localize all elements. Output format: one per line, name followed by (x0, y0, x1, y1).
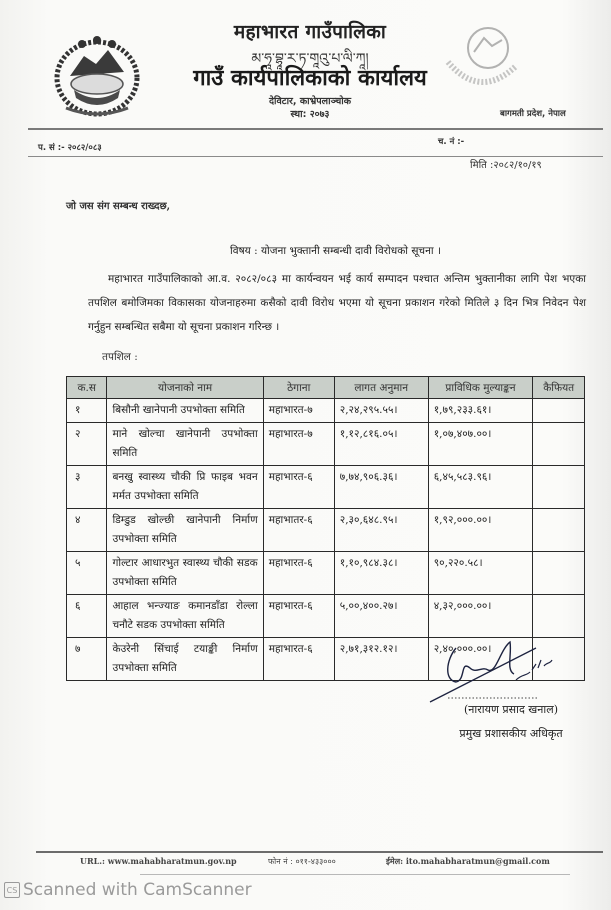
technical-valuation-cell: १,७९,२३३.६१। (428, 399, 533, 423)
footer-divider (36, 851, 603, 853)
table-row (67, 423, 585, 466)
address-cell: महाभारत-६ (263, 552, 334, 595)
technical-valuation-cell: ४,३२,०००.००। (428, 595, 533, 638)
header-remarks: कैफियत (533, 377, 585, 399)
salutation: जो जस संग सम्बन्ध राख्दछ, (66, 201, 171, 212)
footer-email: ईमेल: ito.mahabharatmun@gmail.com (386, 856, 550, 866)
municipality-name: महाभारत गाउँपालिका (233, 21, 387, 43)
project-name-cell: माने खोल्चा खानेपानी उपभोक्ता समिति (107, 423, 263, 466)
cost-estimate-cell: १,१२,८१६.०५। (334, 423, 428, 466)
cost-estimate-cell: २,३०,६४८.९५। (334, 509, 428, 552)
address-cell: महाभारत-७ (263, 423, 334, 466)
office-title: गाउँ कार्यपालिकाको कार्यालय (193, 66, 427, 91)
reference-number: प. सं :- २०८२/०८३ (38, 143, 102, 153)
camscanner-text: Scanned with CamScanner (23, 880, 252, 900)
table-row (67, 552, 585, 595)
address-cell: महाभारत-६ (263, 638, 334, 681)
nepal-emblem-icon (52, 28, 142, 118)
header-serial: क.स (67, 377, 107, 399)
remarks-cell (533, 595, 585, 638)
projects-table (66, 376, 585, 681)
letter-date: मिति :२०८२/१०/१९ (470, 160, 542, 171)
established-year: स्था: २०७३ (290, 109, 330, 120)
table-header-row (67, 377, 585, 399)
header-address: ठेगाना (263, 377, 334, 399)
cost-estimate-cell: २,७१,३१२.१२। (334, 638, 428, 681)
cost-estimate-cell: २,२४,२९५.५५। (334, 399, 428, 423)
office-address: देविटार, काभ्रेपलाञ्चोक (269, 96, 351, 107)
serial-cell: २ (67, 423, 107, 466)
project-name-cell: गोल्टार आधारभुत स्वास्थ्य चौकी सडक उपभोक्ता समिति (107, 552, 263, 595)
province-label: बागमती प्रदेश, नेपाल (500, 109, 566, 119)
technical-valuation-cell: ६,४५,५८३.९६। (428, 466, 533, 509)
camscanner-logo-icon: CS (4, 882, 20, 898)
subject-line: विषय : योजना भुक्तानी सम्बन्धी दावी विरोधको सूचना । (230, 245, 441, 257)
signatory-name: (नारायण प्रसाद खनाल) (463, 703, 558, 716)
technical-valuation-cell: १,९२,०००.००। (428, 509, 533, 552)
technical-valuation-cell: २,४०,०००.००। (428, 638, 533, 681)
details-label: तपशिल : (102, 351, 138, 363)
municipality-seal-icon (440, 22, 530, 97)
municipality-name-tibetan: མ་ཧཱ་བྷཱ་ར་ཏ་གཱའུ་པ་ལི་ཀཱ། (251, 51, 369, 67)
remarks-cell (533, 552, 585, 595)
address-cell: महाभारत-६ (263, 466, 334, 509)
footer-phone: फोन नं : ०११-४३३००० (268, 857, 336, 866)
header-cost-estimate: लागत अनुमान (334, 377, 428, 399)
notice-paragraph: महाभारत गाउँपालिकाको आ.व. २०८२/०८३ मा कार्यन्वयन भई कार्य सम्पादन पश्चात अन्तिम भुक्तानीका लागि पेश भएका तपशिल बमोजिमका विकासका योजनाहरुमा कसैको दावी विरोध भएमा यो सूचना प्रकाशन गरेको मितिले ३ दिन भित्र निवेदन पेश गर्नुहुन सम्बन्धित सबैमा यो सूचना प्रकाशन गरिन्छ । (88, 273, 586, 333)
technical-valuation-cell: ९०,२२०.५८। (428, 552, 533, 595)
table-row (67, 509, 585, 552)
serial-cell: ७ (67, 638, 107, 681)
serial-cell: ४ (67, 509, 107, 552)
table-row (67, 466, 585, 509)
remarks-cell (533, 466, 585, 509)
remarks-cell (533, 399, 585, 423)
serial-cell: ३ (67, 466, 107, 509)
remarks-cell (533, 509, 585, 552)
serial-cell: ५ (67, 552, 107, 595)
camscanner-watermark (4, 880, 252, 900)
remarks-cell (533, 423, 585, 466)
serial-cell: १ (67, 399, 107, 423)
cost-estimate-cell: ५,००,४००.२७। (334, 595, 428, 638)
serial-cell: ६ (67, 595, 107, 638)
signatory-title: प्रमुख प्रशासकीय अधिकृत (459, 727, 563, 740)
dispatch-number: च. नं :- (438, 137, 465, 147)
project-name-cell: डिम्डुड खोल्छी खानेपानी निर्माण उपभोक्ता समिति (107, 509, 263, 552)
header-divider (28, 128, 603, 130)
table-row (67, 399, 585, 423)
handwritten-signature (426, 640, 566, 705)
address-cell: महाभारत-६ (263, 595, 334, 638)
footer-url: URL.: www.mahabharatmun.gov.np (80, 856, 237, 866)
technical-valuation-cell: १,०७,४०७.००। (428, 423, 533, 466)
address-cell: महाभारत-७ (263, 399, 334, 423)
footer-bottom-rule (140, 874, 570, 875)
header-technical-valuation: प्राविधिक मुल्याङ्कन (428, 377, 533, 399)
project-name-cell: आहाल भन्ज्याङ कमानडाँडा रोल्ला चनौटे सडक उपभोक्ता समिति (107, 595, 263, 638)
project-name-cell: बिसौनी खानेपानी उपभोक्ता समिति (107, 399, 263, 423)
project-name-cell: बनखु स्वास्थ्य चौकी प्रि फाइब भवन मर्मत उपभोक्ता समिति (107, 466, 263, 509)
project-name-cell: केउरेनी सिंचाई टयाङ्की निर्माण उपभोक्ता समिति (107, 638, 263, 681)
cost-estimate-cell: १,१०,९८४.३८। (334, 552, 428, 595)
table-row (67, 595, 585, 638)
address-cell: महाभातर-६ (263, 509, 334, 552)
cost-estimate-cell: ७,७४,९०६.३६। (334, 466, 428, 509)
header-project-name: योजनाको नाम (107, 377, 263, 399)
